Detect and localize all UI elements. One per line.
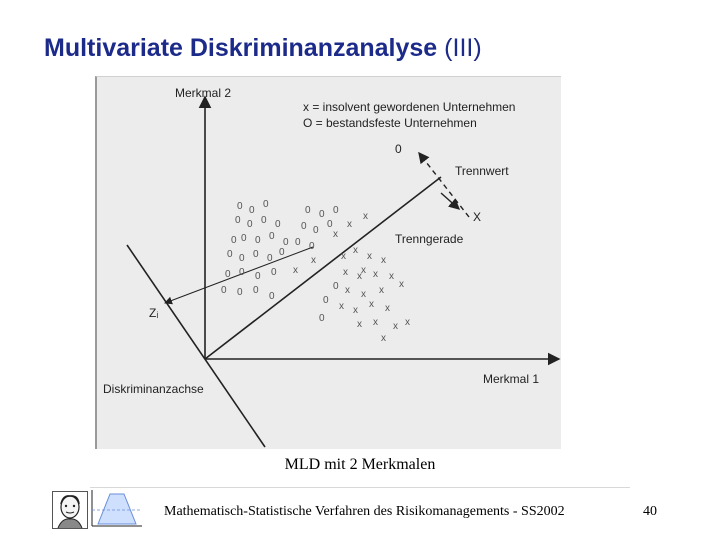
svg-text:x: x <box>389 271 394 282</box>
svg-text:x: x <box>381 333 386 344</box>
marker-x: X <box>473 210 482 224</box>
points-bestandsfest <box>221 199 339 324</box>
threshold-arrow <box>419 153 469 217</box>
svg-text:0: 0 <box>263 199 269 210</box>
discriminant-figure <box>95 76 561 449</box>
svg-text:0: 0 <box>255 271 261 282</box>
svg-text:0: 0 <box>239 253 245 264</box>
svg-text:x: x <box>341 251 346 262</box>
slide-title <box>44 34 482 63</box>
svg-text:x: x <box>339 301 344 312</box>
axis-merkmal-2-label: Merkmal 2 <box>175 86 232 100</box>
svg-text:0: 0 <box>271 267 277 278</box>
svg-text:0: 0 <box>261 215 267 226</box>
svg-text:0: 0 <box>269 231 275 242</box>
svg-text:x: x <box>357 271 362 282</box>
svg-text:x: x <box>343 267 348 278</box>
svg-text:0: 0 <box>295 237 301 248</box>
threshold-label: Trennwert <box>455 164 509 178</box>
svg-text:x: x <box>373 317 378 328</box>
svg-text:0: 0 <box>255 235 261 246</box>
svg-text:0: 0 <box>275 219 281 230</box>
svg-text:x: x <box>399 279 404 290</box>
svg-text:x: x <box>333 229 338 240</box>
svg-text:0: 0 <box>239 267 245 278</box>
axis-merkmal-1-label: Merkmal 1 <box>483 372 540 386</box>
slide-title-main: Multivariate Diskriminanzanalyse <box>44 34 438 62</box>
svg-text:x: x <box>363 211 368 222</box>
svg-text:x: x <box>357 319 362 330</box>
svg-text:x: x <box>405 317 410 328</box>
legend-x: x = insolvent gewordenen Unternehmen <box>303 100 516 114</box>
footer-divider <box>90 487 630 488</box>
svg-text:0: 0 <box>267 253 273 264</box>
svg-text:0: 0 <box>253 285 259 296</box>
svg-text:0: 0 <box>323 295 329 306</box>
svg-text:0: 0 <box>319 209 325 220</box>
svg-text:0: 0 <box>249 205 255 216</box>
svg-text:0: 0 <box>313 225 319 236</box>
svg-text:x: x <box>379 285 384 296</box>
svg-text:0: 0 <box>327 219 333 230</box>
svg-text:0: 0 <box>269 291 275 302</box>
svg-text:x: x <box>345 285 350 296</box>
svg-text:x: x <box>361 289 366 300</box>
portrait-logo-icon <box>52 491 88 529</box>
slide-title-suffix: (III) <box>444 34 482 62</box>
zi-label: Zᵢ <box>149 306 159 320</box>
svg-text:x: x <box>393 321 398 332</box>
svg-text:0: 0 <box>319 313 325 324</box>
legend-o: O = bestandsfeste Unternehmen <box>303 116 477 130</box>
svg-text:0: 0 <box>301 221 307 232</box>
svg-text:0: 0 <box>227 249 233 260</box>
svg-text:x: x <box>353 305 358 316</box>
svg-text:0: 0 <box>333 281 339 292</box>
svg-text:0: 0 <box>237 201 243 212</box>
svg-text:x: x <box>385 303 390 314</box>
svg-text:0: 0 <box>231 235 237 246</box>
svg-text:0: 0 <box>253 249 259 260</box>
svg-text:0: 0 <box>309 241 315 252</box>
svg-text:x: x <box>293 265 298 276</box>
svg-text:0: 0 <box>235 215 241 226</box>
discriminant-axis-label: Diskriminanzachse <box>103 382 204 396</box>
svg-text:0: 0 <box>241 233 247 244</box>
svg-text:x: x <box>369 299 374 310</box>
svg-text:x: x <box>373 269 378 280</box>
discriminant-figure-svg <box>97 77 561 449</box>
marker-o: 0 <box>395 142 402 156</box>
distribution-graph-icon <box>88 488 144 528</box>
svg-text:x: x <box>311 255 316 266</box>
svg-text:0: 0 <box>221 285 227 296</box>
svg-text:0: 0 <box>305 205 311 216</box>
svg-text:x: x <box>381 255 386 266</box>
svg-text:0: 0 <box>247 219 253 230</box>
figure-caption: MLD mit 2 Merkmalen <box>284 456 436 473</box>
svg-text:0: 0 <box>279 247 285 258</box>
svg-text:0: 0 <box>225 269 231 280</box>
svg-text:x: x <box>347 219 352 230</box>
svg-text:0: 0 <box>283 237 289 248</box>
svg-text:0: 0 <box>333 205 339 216</box>
svg-text:x: x <box>361 265 366 276</box>
page-number: 40 <box>643 504 657 519</box>
footer-course-title: Mathematisch-Statistische Verfahren des Risikomanagements - SS2002 <box>164 504 565 519</box>
svg-text:0: 0 <box>237 287 243 298</box>
svg-text:x: x <box>367 251 372 262</box>
svg-text:x: x <box>353 245 358 256</box>
separator-label: Trenngerade <box>395 232 464 246</box>
